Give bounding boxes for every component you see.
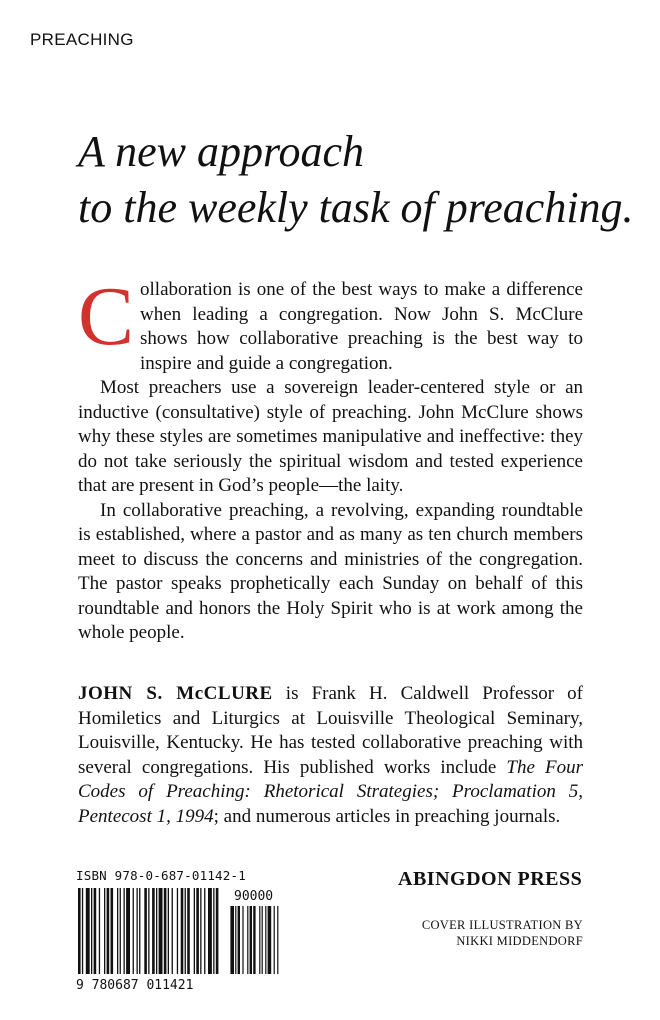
isbn-number: ISBN 978-0-687-01142-1 xyxy=(76,868,246,883)
paragraph-3: In collaborative preaching, a revolving, expanding roundtable is established, where a pastor and as many as ten church members meet to discuss the concerns and ministries of the congregation. The pastor speaks prophetically each Sunday on behalf of this roundtable and honors the Holy Spirit who is at work among the whole people. xyxy=(78,499,583,643)
paragraph-1-text: ollaboration is one of the best ways to make a difference when leading a congregation. Now John S. McClure shows how collaborative preaching is the best way to inspire and guide a congregation. xyxy=(140,279,583,374)
bio-text-1: is Frank H. Caldwell Professor of Homiletics and Liturgics at Louisville Theological Seminary, Louisville, Kentucky. He has tested collaborative preaching with several congregations. His published works include xyxy=(78,683,583,778)
headline-line-1: A new approach xyxy=(78,127,364,176)
author-name: JOHN S. McCLURE xyxy=(78,683,273,704)
headline xyxy=(78,124,634,236)
book-titles: The Four Codes of Preaching: Rhetorical Strategies; Proclamation 5, Pentecost 1, 1994 xyxy=(78,756,583,827)
category-label: PREACHING xyxy=(30,30,134,49)
cover-credit xyxy=(413,917,583,949)
credit-line-1: COVER ILLUSTRATION BY xyxy=(421,918,583,932)
bio-text-2: ; and numerous articles in preaching journals. xyxy=(213,805,561,827)
paragraph-2: Most preachers use a sovereign leader-centered style or an inductive (consultative) style of preaching. John McClure shows why these styles are sometimes manipulative and ineffective: they do not take seriously the spiritual wisdom and tested experience that are present in God’s people—the laity. xyxy=(78,377,583,496)
publisher-name: ABINGDON PRESS xyxy=(398,868,583,890)
paragraph-1 xyxy=(78,270,583,376)
drop-cap: C xyxy=(78,270,135,363)
price-code: 90000 xyxy=(234,889,274,904)
headline-line-2: to the weekly task of preaching. xyxy=(78,183,634,232)
description xyxy=(78,270,583,646)
barcode-digits: 9 780687 011421 xyxy=(76,978,194,993)
author-bio xyxy=(78,682,583,829)
barcode-block xyxy=(76,868,281,998)
credit-line-2: NIKKI MIDDENDORF xyxy=(456,934,583,948)
